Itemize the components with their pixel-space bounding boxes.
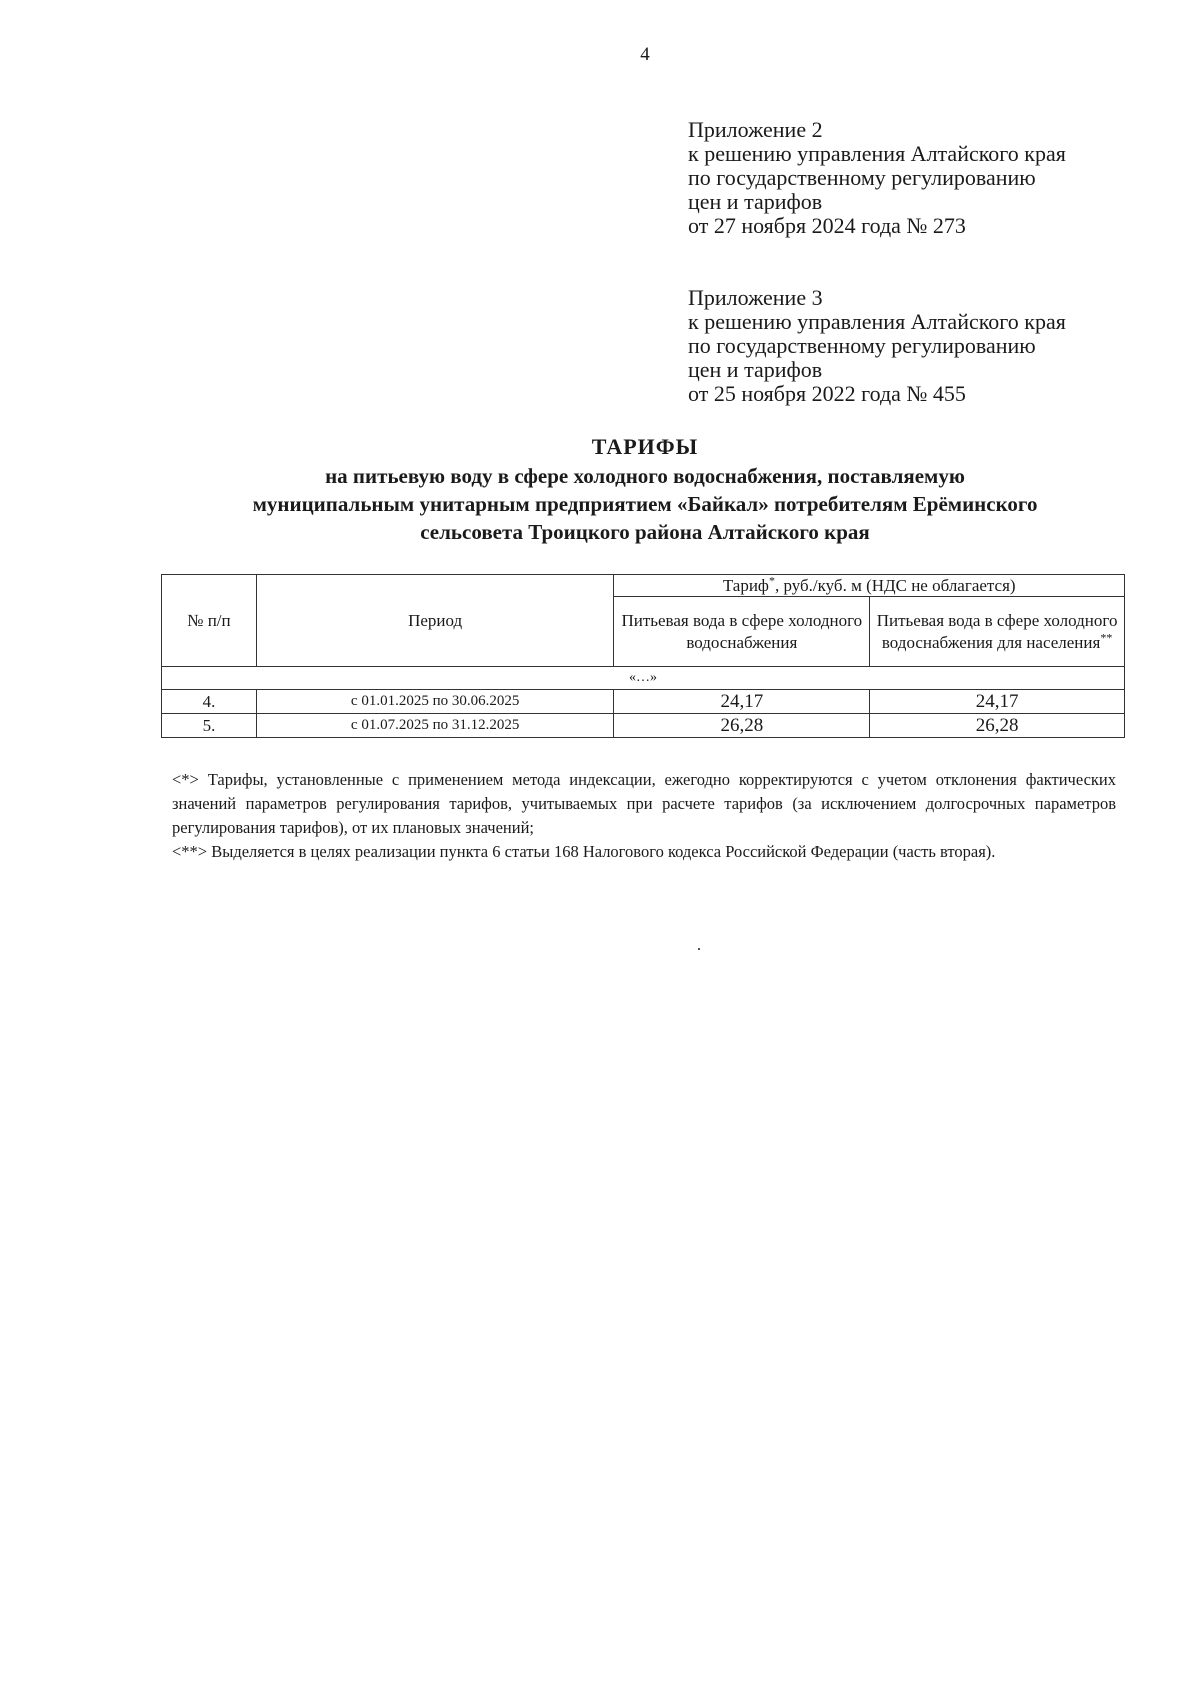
appendix-2-line: цен и тарифов [688, 189, 823, 214]
row-tariff-population: 24,17 [870, 690, 1125, 714]
table-ellipsis-row [162, 667, 1125, 690]
subtitle-line: муниципальным унитарным предприятием «Байкал» потребителям Ерёминского [252, 492, 1038, 516]
scan-speck [698, 948, 700, 950]
page-number: 4 [640, 44, 650, 65]
footnote-mark: ** [1100, 629, 1113, 644]
appendix-2-line: к решению управления Алтайского края [688, 141, 1066, 166]
table-row [162, 714, 1125, 738]
appendix-3-line: по государственному регулированию [688, 333, 1036, 358]
subtitle-line: на питьевую воду в сфере холодного водоснабжения, поставляемую [325, 464, 965, 488]
row-number: 4. [162, 690, 257, 714]
appendix-2-title: Приложение 2 [688, 117, 823, 142]
footnotes [172, 768, 1116, 864]
header-tariff-population-label: Питьевая вода в сфере холодного водоснабжения для населения [876, 610, 1118, 652]
table-row [162, 690, 1125, 714]
appendix-3-title: Приложение 3 [688, 285, 823, 310]
header-tariff-general: Питьевая вода в сфере холодного водоснабжения [614, 597, 870, 667]
appendix-3-line: цен и тарифов [688, 357, 823, 382]
appendix-3-date: от 25 ноября 2022 года № 455 [688, 381, 966, 406]
appendix-3-block [688, 286, 1066, 406]
appendix-2-block [688, 118, 1066, 238]
row-tariff-general: 24,17 [614, 690, 870, 714]
header-tariff-label: Тариф [722, 575, 769, 595]
footnote-1: <*> Тарифы, установленные с применением метода индексации, ежегодно корректируются с учетом отклонения фактических значений параметров регулирования тарифов, учитываемых при расчете тарифов (за исключением долгосрочных параметров регулирования тарифов), от их плановых значений; [172, 770, 1116, 837]
document-subtitle [150, 462, 1140, 546]
header-period: Период [256, 575, 614, 667]
header-tariff-population [870, 597, 1125, 667]
subtitle-line: сельсовета Троицкого района Алтайского края [420, 520, 870, 544]
footnote-mark: * [768, 572, 775, 587]
row-tariff-general: 26,28 [614, 714, 870, 738]
row-period: с 01.01.2025 по 30.06.2025 [256, 690, 614, 714]
header-tariff-unit: , руб./куб. м (НДС не облагается) [774, 575, 1016, 595]
row-tariff-population: 26,28 [870, 714, 1125, 738]
header-number: № п/п [162, 575, 257, 667]
header-tariff-group [614, 572, 1125, 597]
appendix-3-line: к решению управления Алтайского края [688, 309, 1066, 334]
table-header-row [162, 575, 1125, 597]
row-number: 5. [162, 714, 257, 738]
document-title: ТАРИФЫ [591, 434, 699, 459]
row-period: с 01.07.2025 по 31.12.2025 [256, 714, 614, 738]
ellipsis-cell: «…» [162, 667, 1125, 690]
footnote-2: <**> Выделяется в целях реализации пункта 6 статьи 168 Налогового кодекса Российской Федерации (часть вторая). [172, 842, 996, 861]
appendix-2-line: по государственному регулированию [688, 165, 1036, 190]
tariff-table [161, 574, 1125, 738]
appendix-2-date: от 27 ноября 2024 года № 273 [688, 213, 966, 238]
